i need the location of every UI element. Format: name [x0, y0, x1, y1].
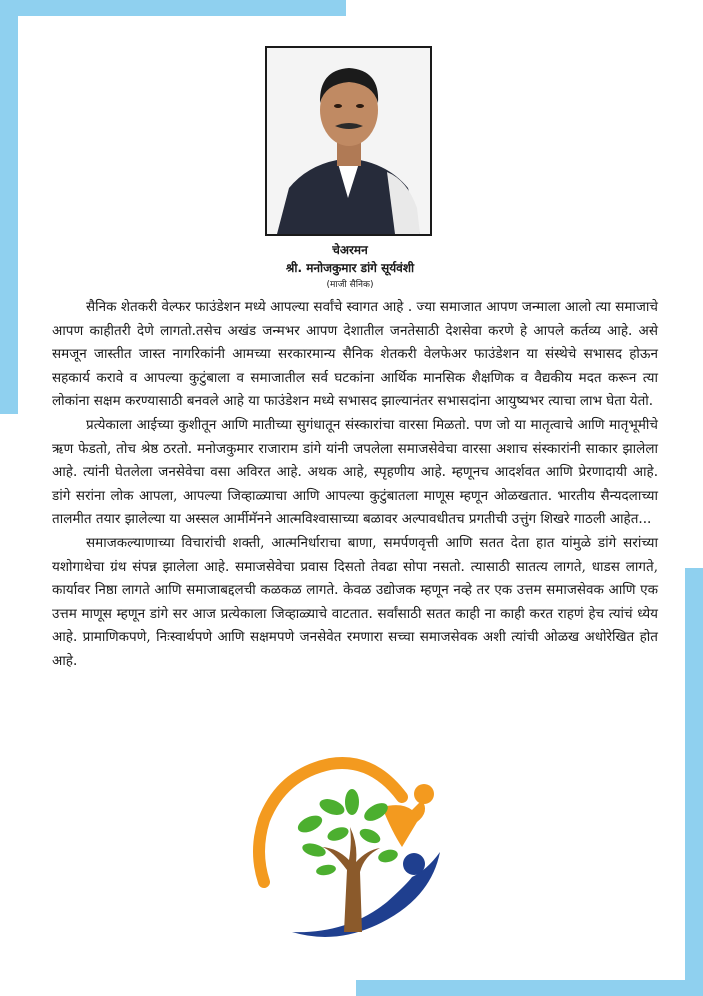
frame-bottom-bar	[356, 980, 703, 996]
chairman-name: श्री. मनोजकुमार डांगे सूर्यवंशी	[285, 261, 415, 275]
paragraph-3: समाजकल्याणाच्या विचारांची शक्ती, आत्मनिर्धाराचा बाणा, समर्पणवृत्ती आणि सतत देता हात यांमुळे डांगे सरांच्या यशोगाथेचा ग्रंथ संपन्न झालेला आहे. समाजसेवेचा प्रवास दिसतो तेवढा सोपा नसतो. त्यासाठी सातत्य लागते, धाडस लागते, कार्यावर निष्ठा लागते आणि समाजाबद्दलची कळकळ लागते. केवळ उद्योजक म्हणून नव्हे तर एक उत्तम समाजसेवक आणि एक उत्तम माणूस म्हणून डांगे सर आज प्रत्येकाला जिव्हाळ्याचे वाटतात. सर्वांसाठी सतत काही ना काही करत राहणं हेच त्यांचं ध्येय आहे. प्रामाणिकपणे, निःस्वार्थपणे आणि सक्षमपणे जनसेवेत रमणारा सच्चा समाजसेवक अशी त्यांची ओळख अधोरेखित होत आहे.	[52, 534, 658, 669]
welcome-message	[52, 296, 658, 674]
frame-left-bar	[0, 0, 18, 414]
frame-top-bar	[0, 0, 346, 16]
paragraph-2: प्रत्येकाला आईच्या कुशीतून आणि मातीच्या सुगंधातून संस्कारांचा वारसा मिळतो. पण जो या मातृत्वाचे आणि मातृभूमीचे ऋण फेडतो, तोच श्रेष्ठ ठरतो. मनोजकुमार राजाराम डांगे यांनी जपलेला समाजसेवेचा वारसा अशाच संस्कारांनी साकार झालेला आहे. त्यांनी घेतलेला जनसेवेचा वसा अविरत आहे. अथक आहे, स्पृहणीय आहे. म्हणूनच आदर्शवत आणि प्रेरणादायी आहे. डांगे सरांना लोक आपला, आपल्या जिव्हाळ्याचा आणि आपल्या कुटुंबातला माणूस म्हणून ओळखतात. भारतीय सैन्यदलाच्या तालमीत तयार झालेल्या या अस्सल आर्मीमॅनने आत्मविश्वासाच्या बळावर अल्पावधीतच प्रगतीची उत्तुंग शिखरे गाठली आहेत...	[52, 416, 658, 528]
paragraph-1: सैनिक शेतकरी वेल्फर फाउंडेशन मध्ये आपल्या सर्वांचे स्वागत आहे . ज्या समाजात आपण जन्माला आलो त्या समाजाचे आपण काहीतरी देणे लागतो.तसेच अखंड जन्मभर आपण देशातील जनतेसाठी देशसेवा करणे हे आपले कर्तव्य आहे. असे समजून जास्तीत जास्त नागरिकांनी आमच्या सरकारमान्य सैनिक शेतकरी वेलफेअर फाउंडेशन या संस्थेचे सभासद होऊन सहकार्य करावे व आपल्या कुटुंबाला व समाजातील सर्व घटकांना आर्थिक मानसिक शैक्षणिक व वैद्यकीय मदत करून त्या लोकांना सक्षम करण्यासाठी बनवले आहे या फाउंडेशन मध्ये सभासद झाल्यानंतर सभासदांना आयुष्यभर त्याचा लाभ घेता येतो.	[52, 299, 658, 410]
chairman-subtitle: (माजी सैनिक)	[326, 280, 374, 290]
foundation-logo	[252, 752, 447, 952]
chairman-title: चेअरमन	[332, 243, 368, 257]
chairman-photo	[265, 46, 432, 236]
frame-right-bar	[685, 568, 703, 996]
